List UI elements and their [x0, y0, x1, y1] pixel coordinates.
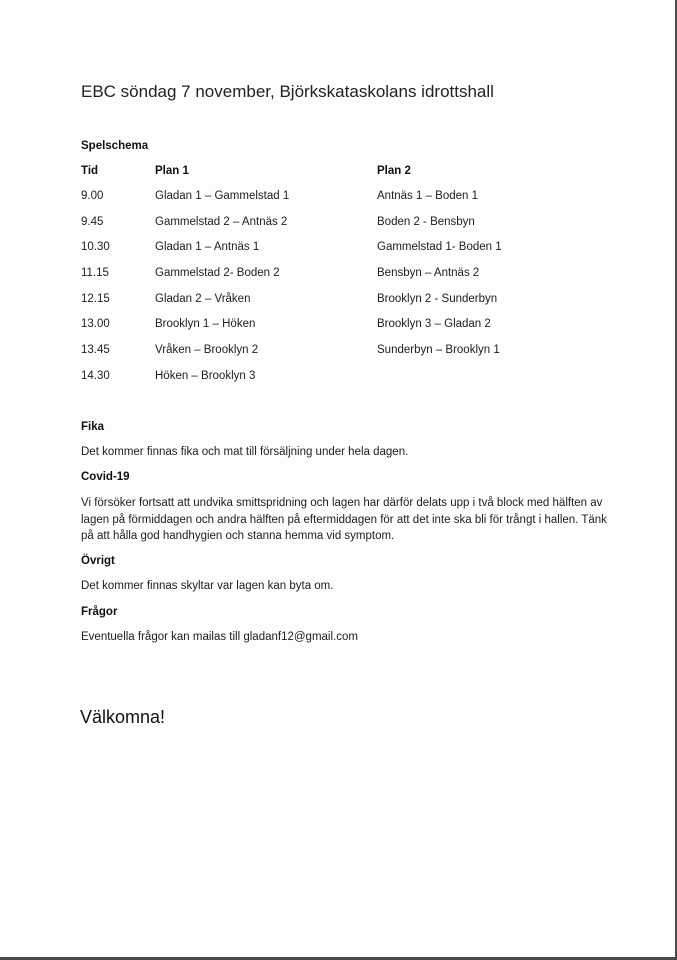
time-cell: 13.00	[81, 318, 110, 330]
time-cell: 11.15	[81, 267, 109, 279]
time-cell: 9.45	[81, 216, 104, 228]
column-header-plan2: Plan 2	[377, 165, 411, 177]
plan2-cell: Brooklyn 3 – Gladan 2	[377, 318, 491, 330]
covid-text: Vi försöker fortsatt att undvika smittspridning och lagen har därför delats upp i två block med hälften av lagen på förmiddagen och andra hälften på eftermiddagen för att det inte ska bli för trångt i hallen. Tänk på att hålla god handhygien och stanna hemma vid symptom.	[81, 497, 607, 542]
plan1-cell: Gammelstad 2- Boden 2	[155, 267, 280, 279]
plan1-cell: Gladan 1 – Gammelstad 1	[155, 190, 290, 202]
time-cell: 10.30	[81, 241, 110, 253]
plan1-cell: Gammelstad 2 – Antnäs 2	[155, 216, 288, 228]
time-cell: 14.30	[81, 370, 110, 382]
plan2-cell: Gammelstad 1- Boden 1	[377, 241, 502, 253]
time-cell: 13.45	[81, 344, 110, 356]
plan1-cell: Brooklyn 1 – Höken	[155, 318, 256, 330]
closing-text: Välkomna!	[80, 707, 166, 727]
schedule-heading: Spelschema	[81, 140, 149, 152]
plan2-cell: Antnäs 1 – Boden 1	[377, 190, 479, 202]
plan1-cell: Höken – Brooklyn 3	[155, 370, 256, 382]
time-cell: 9.00	[81, 190, 104, 202]
time-cell: 12.15	[81, 293, 110, 305]
plan2-cell: Sunderbyn – Brooklyn 1	[377, 344, 500, 356]
plan2-cell: Brooklyn 2 - Sunderbyn	[377, 293, 498, 305]
plan1-cell: Gladan 2 – Vråken	[155, 293, 251, 305]
plan2-cell: Boden 2 - Bensbyn	[377, 216, 475, 228]
plan1-cell: Gladan 1 – Antnäs 1	[155, 241, 260, 253]
plan2-cell: Bensbyn – Antnäs 2	[377, 267, 480, 279]
fragor-text: Eventuella frågor kan mailas till gladanf12@gmail.com	[81, 631, 358, 643]
column-header-time: Tid	[81, 165, 99, 177]
column-header-plan1: Plan 1	[155, 165, 189, 177]
ovrigt-heading: Övrigt	[81, 555, 115, 567]
document-title: EBC söndag 7 november, Björkskataskolans idrottshall	[81, 82, 494, 101]
plan1-cell: Vråken – Brooklyn 2	[155, 344, 259, 356]
ovrigt-text: Det kommer finnas skyltar var lagen kan byta om.	[81, 580, 334, 592]
fragor-heading: Frågor	[81, 606, 118, 618]
covid-heading: Covid-19	[81, 471, 130, 483]
fika-text: Det kommer finnas fika och mat till försäljning under hela dagen.	[81, 446, 409, 458]
fika-heading: Fika	[81, 421, 105, 433]
